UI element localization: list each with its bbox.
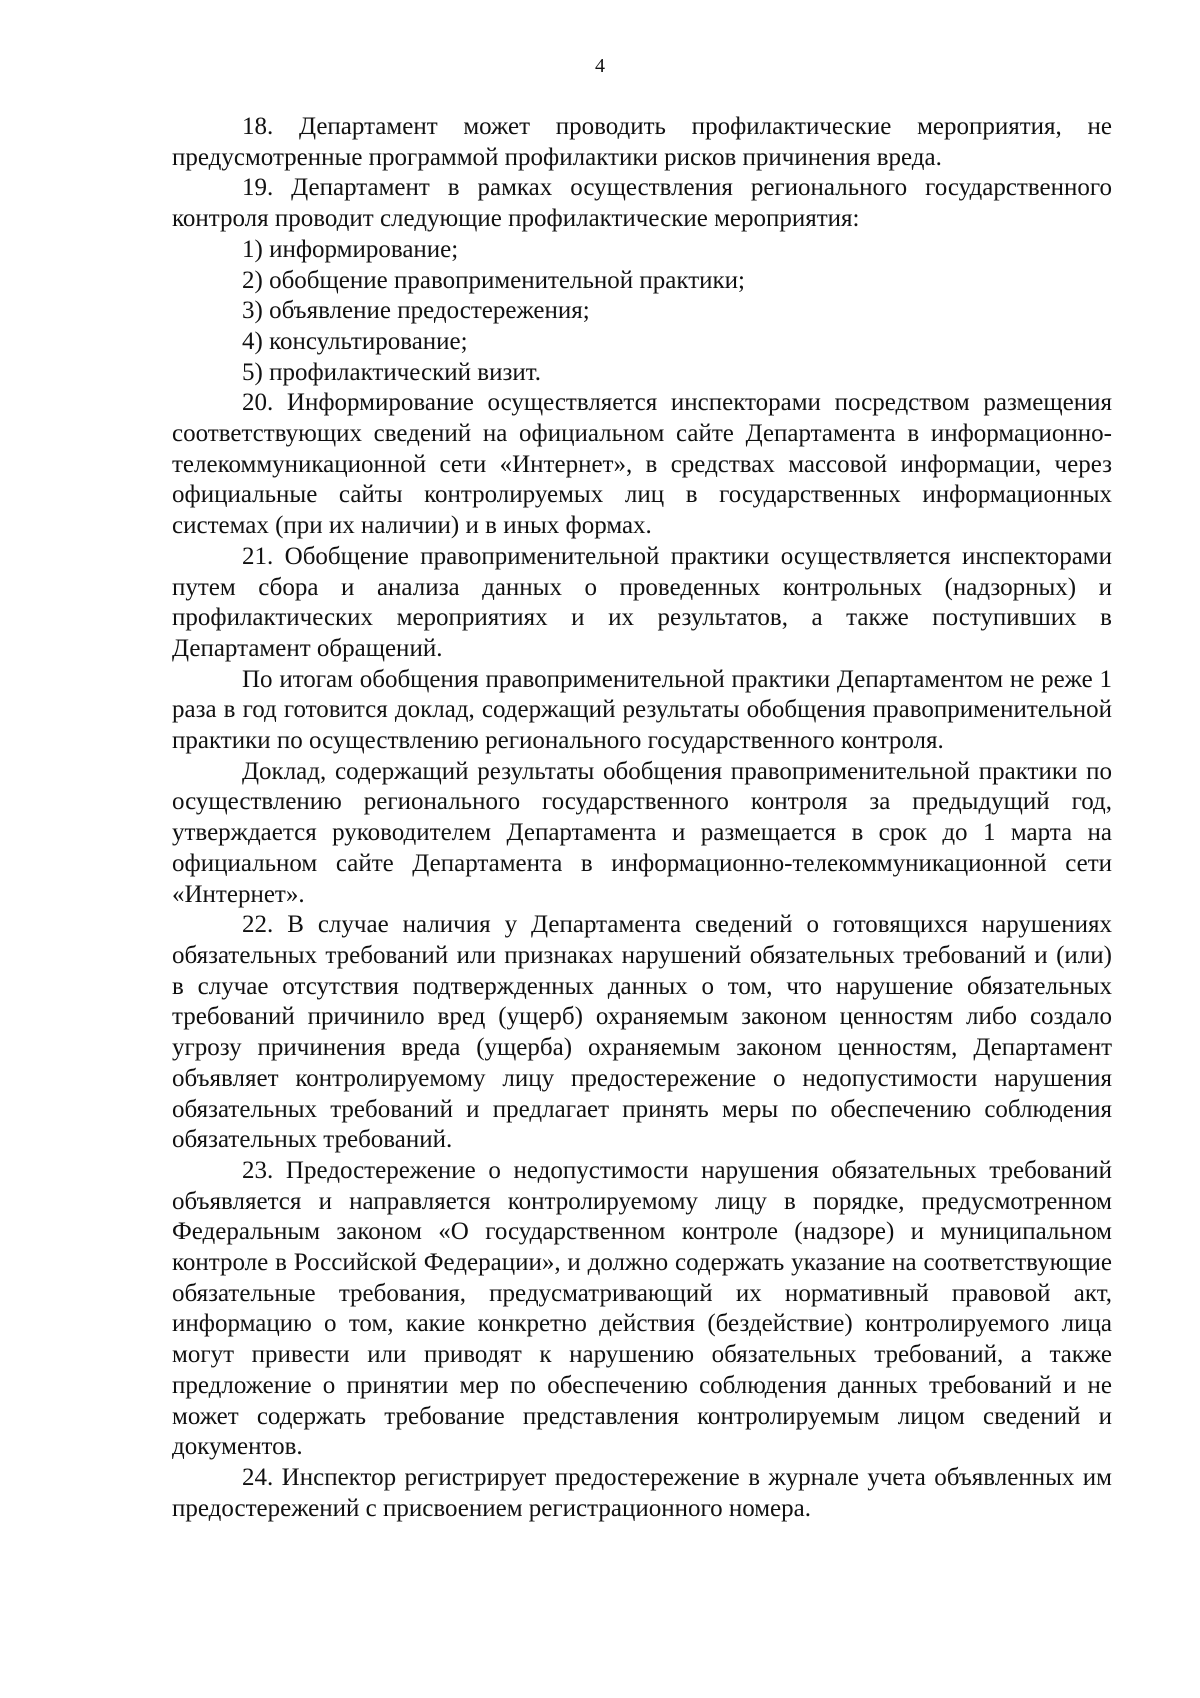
paragraph: Доклад, содержащий результаты обобщения правоприменительной практики по осуществлению регионального государственного контроля за предыдущий год, утверждается руководителем Департамента и размещается в срок до 1 марта на официальном сайте Департамента в информационно-телекоммуникационной сети «Интернет». (172, 757, 1112, 908)
paragraph: 22. В случае наличия у Департамента сведений о готовящихся нарушениях обязательных требований или признаках нарушений обязательных требований и (или) в случае отсутствия подтвержденных данных о том, что нарушение обязательных требований причинило вред (ущерб) охраняемым законом ценностям либо создало угрозу причинения вреда (ущерба) охраняемым законом ценностям, Департамент объявляет контролируемому лицу предостережение о недопустимости нарушения обязательных требований и предлагает принять меры по обеспечению соблюдения обязательных требований. (172, 911, 1112, 1154)
paragraph: 19. Департамент в рамках осуществления регионального государственного контроля проводит следующие профилактические мероприятия: (172, 174, 1112, 233)
paragraph: 20. Информирование осуществляется инспекторами посредством размещения соответствующих сведений на официальном сайте Департамента в информационно-телекоммуникационной сети «Интернет», в средствах массовой информации, через официальные сайты контролируемых лиц в государственных информационных системах (при их наличии) и в иных формах. (172, 389, 1112, 540)
list-item: 5) профилактический визит. (242, 358, 541, 386)
page-number: 4 (595, 55, 605, 77)
paragraph: 21. Обобщение правоприменительной практики осуществляется инспекторами путем сбора и анализа данных о проведенных контрольных (надзорных) и профилактических мероприятиях и их результатов, а также поступивших в Департамент обращений. (172, 542, 1112, 662)
paragraph: 24. Инспектор регистрирует предостережение в журнале учета объявленных им предостережений с присвоением регистрационного номера. (172, 1463, 1112, 1522)
paragraph: 23. Предостережение о недопустимости нарушения обязательных требований объявляется и направляется контролируемому лицу в порядке, предусмотренном Федеральным законом «О государственном контроле (надзоре) и муниципальном контроле в Российской Федерации», и должно содержать указание на соответствующие обязательные требования, предусматривающий их нормативный правовой акт, информацию о том, какие конкретно действия (бездействие) контролируемого лица могут привести или приводят к нарушению обязательных требований, а также предложение о принятии мер по обеспечению соблюдения данных требований и не может содержать требование представления контролируемым лицом сведений и документов. (172, 1156, 1112, 1461)
list-item: 4) консультирование; (242, 327, 468, 355)
list-item: 3) объявление предостережения; (242, 297, 590, 325)
paragraph: По итогам обобщения правоприменительной практики Департаментом не реже 1 раза в год готовится доклад, содержащий результаты обобщения правоприменительной практики по осуществлению регионального государственного контроля. (172, 665, 1112, 755)
paragraph: 18. Департамент может проводить профилактические мероприятия, не предусмотренные программой профилактики рисков причинения вреда. (172, 113, 1112, 171)
document-body (172, 112, 1112, 1524)
list-item: 2) обобщение правоприменительной практики; (242, 266, 745, 294)
list-item: 1) информирование; (242, 235, 459, 263)
